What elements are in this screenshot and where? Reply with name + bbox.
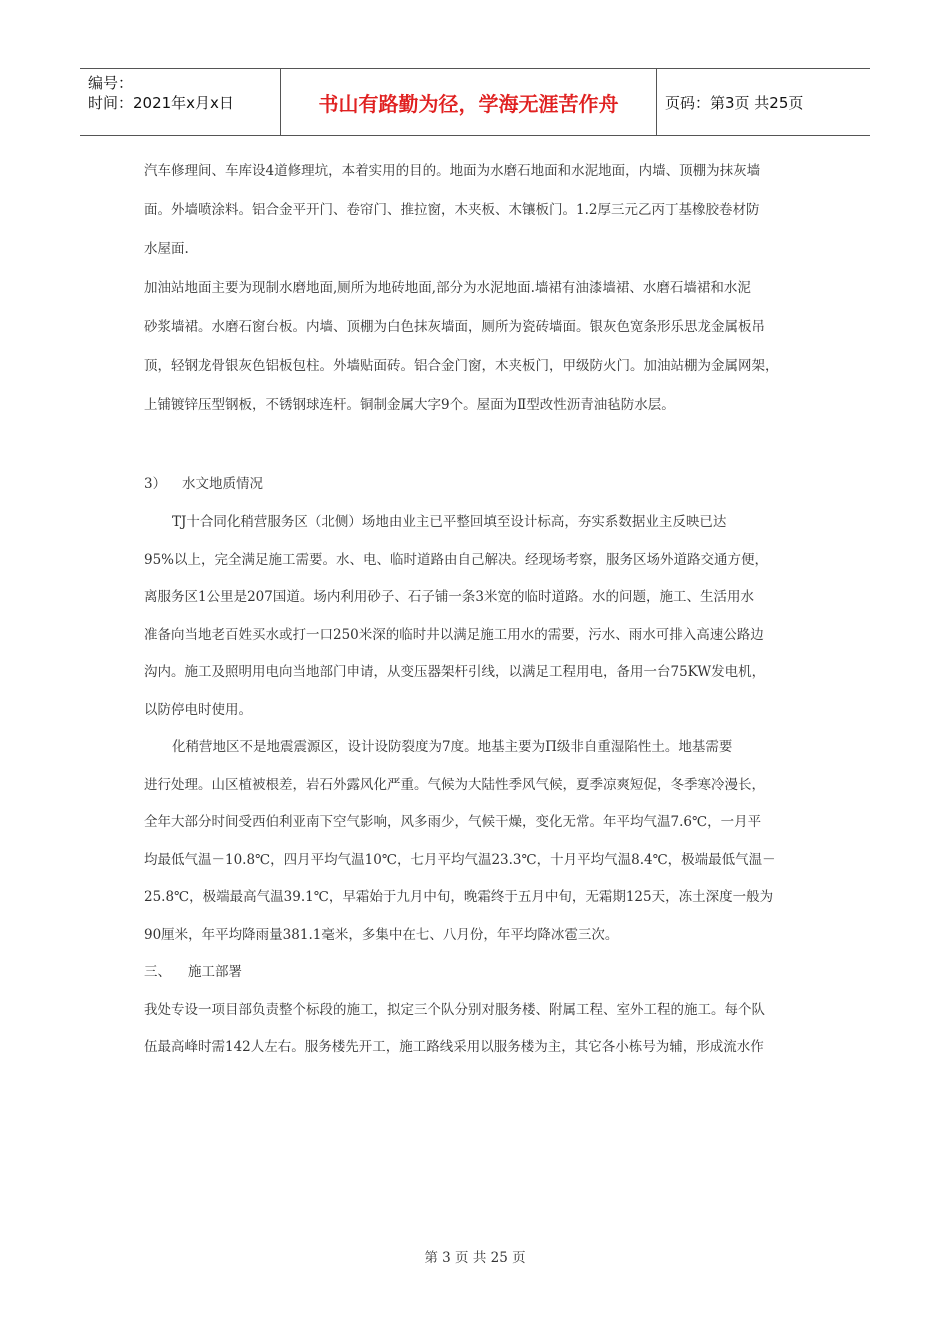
text-line: 进行处理。山区植被根差，岩石外露风化严重。气候为大陆性季风气候，夏季凉爽短促，冬季寒冷漫长， <box>144 776 765 793</box>
text-line: 90厘米，年平均降雨量381.1毫米，多集中在七、八月份，年平均降冰雹三次。 <box>144 926 619 943</box>
text-line: 伍最高峰时需142人左右。服务楼先开工，施工路线采用以服务楼为主，其它各小栋号为辅，形成流水作 <box>144 1039 764 1055</box>
section-number: 3） <box>144 476 167 492</box>
text-line: 面。外墙喷涂料。铝合金平开门、卷帘门、推拉窗，木夹板、木镶板门。1.2厚三元乙丙丁基橡胶卷材防 <box>144 202 760 218</box>
section-title: 施工部署 <box>188 964 242 980</box>
time-label: 时间：2021年x月x日 <box>88 94 234 112</box>
paragraph-geology-climate <box>144 729 816 954</box>
text-line: TJ十合同化稍营服务区（北侧）场地由业主已平整回填至设计标高，夯实系数据业主反映已达 <box>172 514 727 530</box>
text-line: 砂浆墙裙。水磨石窗台板。内墙、顶棚为白色抹灰墙面，厕所为瓷砖墙面。银灰色宽条形乐思龙金属板吊 <box>144 319 765 335</box>
text-line: 全年大部分时间受西伯利亚南下空气影响，风多雨少，气候干燥，变化无常。年平均气温7.6℃，一月平 <box>144 814 762 830</box>
text-line: 化稍营地区不是地震震源区，设计设防裂度为7度。地基主要为Π级非自重湿陷性土。地基需要 <box>172 739 733 755</box>
text-line: 加油站地面主要为现制水磨地面,厕所为地砖地面,部分为水泥地面.墙裙有油漆墙裙、水磨石墙裙和水泥 <box>144 280 751 296</box>
paragraph-site-conditions <box>144 504 816 729</box>
number-label: 编号： <box>88 74 134 92</box>
text-line: 95%以上，完全满足施工需要。水、电、临时道路由自己解决。经现场考察，服务区场外道路交通方便， <box>144 551 769 568</box>
paragraph-gas-station <box>144 269 816 425</box>
text-line: 准备向当地老百姓买水或打一口250米深的临时井以满足施工用水的需要，污水、雨水可排入高速公路边 <box>144 626 764 643</box>
text-line: 顶，轻钢龙骨银灰色铝板包柱。外墙贴面砖。铝合金门窗，木夹板门，甲级防火门。加油站棚为金属网架， <box>144 358 779 374</box>
text-line: 均最低气温－10.8℃，四月平均气温10℃，七月平均气温23.3℃，十月平均气温8.4℃，极端最低气温－ <box>144 851 776 868</box>
section-heading-hydrogeology <box>144 465 816 504</box>
text-line: 离服务区1公里是207国道。场内利用砂子、石子铺一条3米宽的临时道路。水的问题，施工、生活用水 <box>144 589 754 605</box>
paragraph-deployment <box>144 992 816 1067</box>
text-line: 25.8℃，极端最高气温39.1℃，早霜始于九月中旬，晚霜终于五月中旬，无霜期125天，冻土深度一般为 <box>144 889 774 905</box>
header-page-info: 页码：第3页 共25页 <box>665 93 804 112</box>
paragraph-repair-shop <box>144 152 816 269</box>
page-footer: 第 3 页 共 25 页 <box>424 1250 526 1266</box>
text-line: 水屋面. <box>144 241 189 257</box>
page-header <box>80 68 870 136</box>
header-meta <box>80 69 281 135</box>
text-line: 以防停电时使用。 <box>144 701 252 718</box>
section-title: 水文地质情况 <box>182 476 263 492</box>
text-line: 沟内。施工及照明用电向当地部门申请，从变压器架杆引线，以满足工程用电，备用一台75KW发电机， <box>144 664 766 680</box>
section-number: 三、 <box>144 964 171 980</box>
spacer <box>144 425 816 465</box>
document-body <box>144 152 816 1067</box>
header-motto: 书山有路勤为径，学海无涯苦作舟 <box>281 69 657 135</box>
text-line: 上铺镀锌压型钢板，不锈钢球连杆。铜制金属大字9个。屋面为Ⅱ型改性沥青油毡防水层。 <box>144 397 675 413</box>
section-heading-deployment <box>144 954 816 992</box>
text-line: 我处专设一项目部负责整个标段的施工，拟定三个队分别对服务楼、附属工程、室外工程的施工。每个队 <box>144 1001 765 1018</box>
text-line: 汽车修理间、车库设4道修理坑，本着实用的目的。地面为水磨石地面和水泥地面，内墙、顶棚为抹灰墙 <box>144 163 761 179</box>
